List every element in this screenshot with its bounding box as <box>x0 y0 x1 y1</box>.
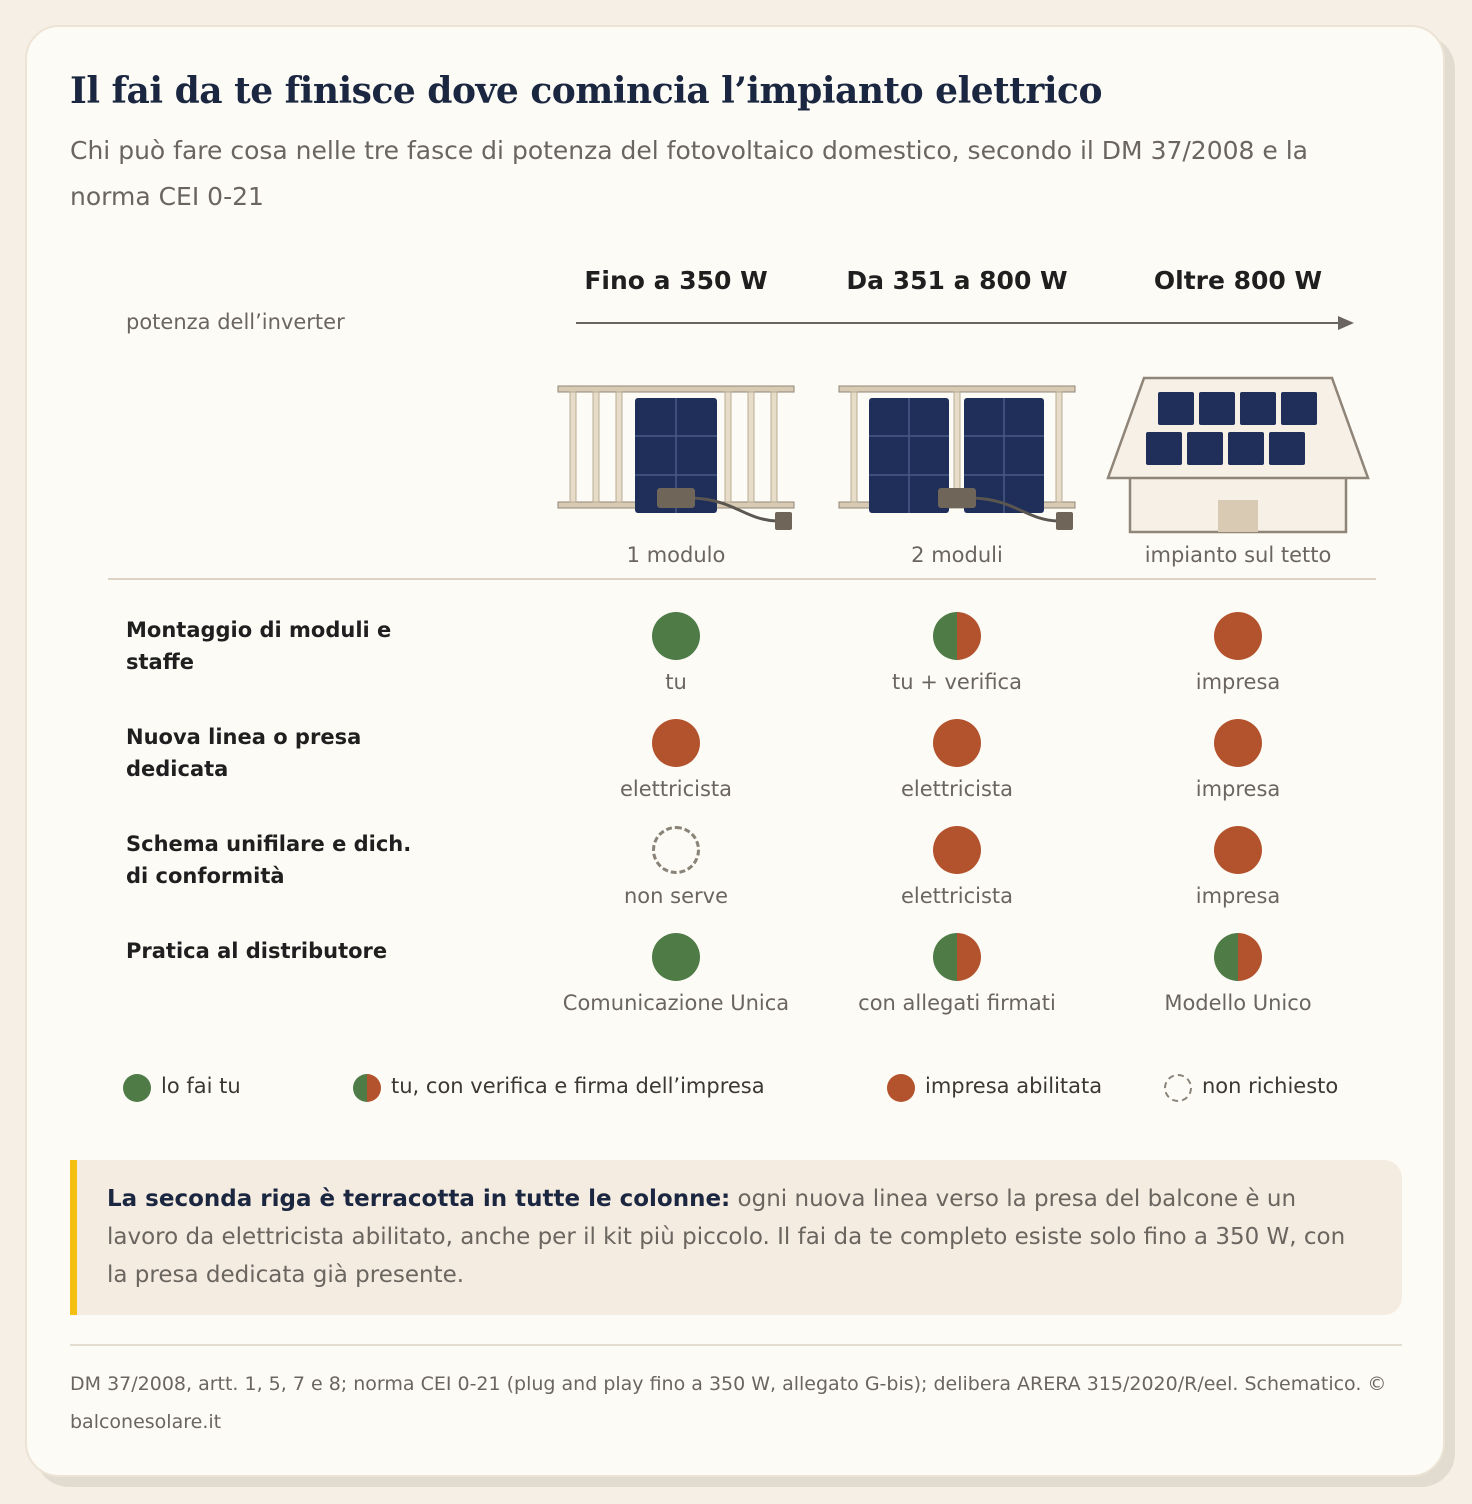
column-heading-800w: Da 351 a 800 W <box>846 266 1068 295</box>
cell-caption: tu <box>665 670 687 694</box>
cell-caption: impresa <box>1195 884 1281 908</box>
cell-caption: Comunicazione Unica <box>562 991 790 1015</box>
footer-separator <box>70 1344 1402 1346</box>
cell-caption: non serve <box>624 884 728 908</box>
power-axis-arrow <box>570 312 1360 334</box>
axis-label: potenza dell’inverter <box>126 310 345 334</box>
legend-label: impresa abilitata <box>925 1074 1103 1098</box>
legend-dot-none <box>1164 1074 1192 1102</box>
balcony-one-module-illustration <box>555 380 797 532</box>
status-dot-split <box>1214 933 1262 981</box>
caption-2-moduli: 2 moduli <box>911 543 1003 567</box>
status-dot-orange <box>933 719 981 767</box>
legend-dot-split <box>353 1074 381 1102</box>
row-label-schema-unifilare: Schema unifilare e dich. di conformità <box>126 832 412 888</box>
status-dot-green <box>652 612 700 660</box>
source-footnote: DM 37/2008, artt. 1, 5, 7 e 8; norma CEI 0-21 (plug and play fino a 350 W, allegato G-bis); delibera ARERA 315/2020/R/eel. Schematico. © balconesolare.it <box>70 1373 1387 1433</box>
status-dot-orange <box>1214 612 1262 660</box>
cell-caption: con allegati firmati <box>858 991 1056 1015</box>
page-title: Il fai da te finisce dove comincia l’impianto elettrico <box>70 70 1102 112</box>
cell-caption: impresa <box>1195 670 1281 694</box>
cell-caption: tu + verifica <box>892 670 1022 694</box>
column-heading-over-800w: Oltre 800 W <box>1153 266 1323 295</box>
cell-caption: elettricista <box>900 777 1014 801</box>
status-dot-split <box>933 612 981 660</box>
cell-caption: impresa <box>1195 777 1281 801</box>
cell-caption: Modello Unico <box>1164 991 1312 1015</box>
row-label-nuova-linea: Nuova linea o presa dedicata <box>126 725 362 781</box>
status-dot-none <box>652 826 700 874</box>
row-label-montaggio: Montaggio di moduli e staffe <box>126 618 392 674</box>
status-dot-orange <box>1214 826 1262 874</box>
cell-caption: elettricista <box>900 884 1014 908</box>
status-dot-orange <box>1214 719 1262 767</box>
cell-caption: elettricista <box>619 777 733 801</box>
callout-note <box>70 1160 1402 1315</box>
legend-dot-green <box>123 1074 151 1102</box>
status-dot-green <box>652 933 700 981</box>
legend-label: non richiesto <box>1202 1074 1339 1098</box>
caption-1-modulo: 1 modulo <box>626 543 726 567</box>
status-dot-split <box>933 933 981 981</box>
caption-impianto-tetto: impianto sul tetto <box>1144 543 1332 567</box>
status-dot-orange <box>933 826 981 874</box>
status-dot-orange <box>652 719 700 767</box>
callout-text: ogni nuova linea verso la presa del balcone è un lavoro da elettricista abilitato, anche per il kit più piccolo. Il fai da te completo esiste solo fino a 350 W, con la presa dedicata già presente. <box>107 1186 1346 1288</box>
legend-dot-orange <box>887 1074 915 1102</box>
page-subtitle: Chi può fare cosa nelle tre fasce di potenza del fotovoltaico domestico, secondo il DM 37/2008 e la norma CEI 0-21 <box>70 136 1308 211</box>
legend-label: tu, con verifica e firma dell’impresa <box>391 1074 765 1098</box>
callout-bold: La seconda riga è terracotta in tutte le colonne: <box>107 1186 731 1212</box>
legend-label: lo fai tu <box>161 1074 241 1098</box>
column-heading-350w: Fino a 350 W <box>584 266 768 295</box>
header-separator <box>108 578 1376 580</box>
row-label-pratica: Pratica al distributore <box>126 939 388 963</box>
balcony-two-modules-illustration <box>836 380 1078 532</box>
house-roof-illustration <box>1104 374 1372 536</box>
